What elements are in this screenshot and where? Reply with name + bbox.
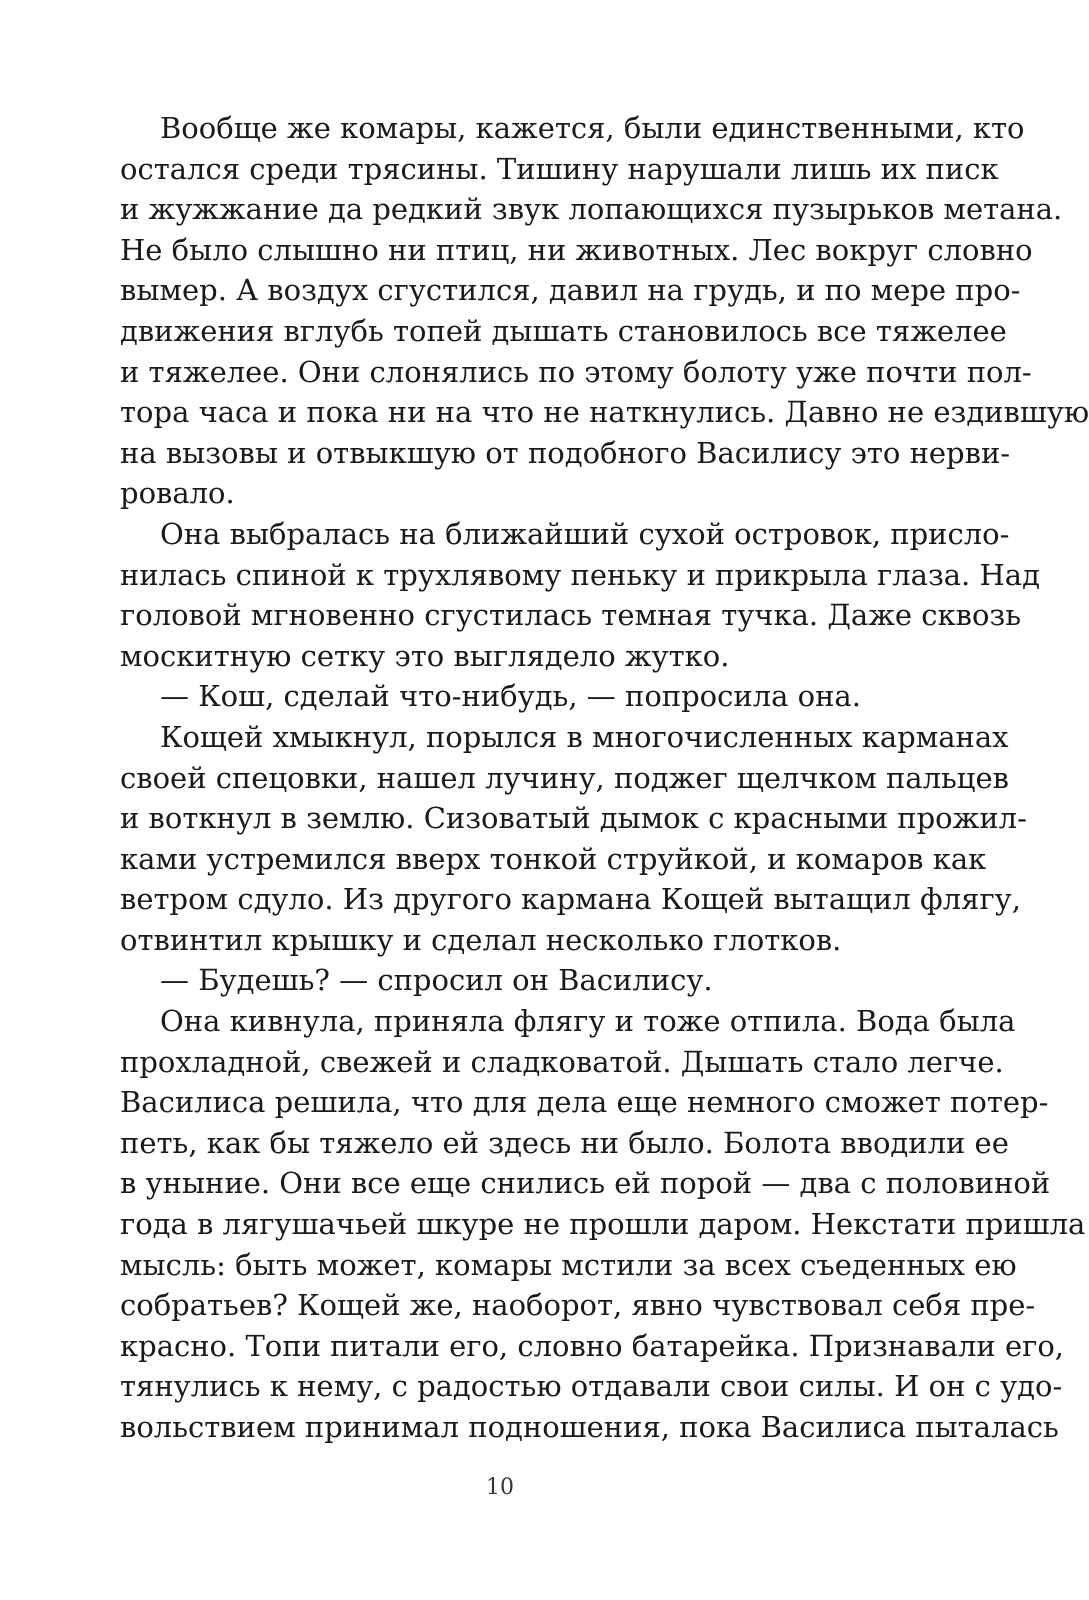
text-line: собратьев? Кощей же, наоборот, явно чувствовал себя пре- <box>120 1288 1036 1323</box>
text-line: и воткнул в землю. Сизоватый дымок с красными прожил- <box>120 801 1027 836</box>
text-line: ветром сдуло. Из другого кармана Кощей вытащил флягу, <box>120 882 1021 917</box>
text-line: года в лягушачьей шкуре не прошли даром. Некстати пришла <box>120 1207 1086 1242</box>
text-line: и жужжание да редкий звук лопающихся пузырьков метана. <box>120 192 1063 227</box>
text-line: ровало. <box>120 476 235 511</box>
text-line: прохладной, свежей и сладковатой. Дышать стало легче. <box>120 1044 1004 1079</box>
text-line: красно. Топи питали его, словно батарейка. Признавали его, <box>120 1328 1065 1363</box>
text-line: Василиса решила, что для дела еще немного сможет потер- <box>120 1085 1049 1120</box>
text-line: Она кивнула, приняла флягу и тоже отпила. Вода была <box>160 1004 1016 1039</box>
text-line: отвинтил крышку и сделал несколько глотков. <box>120 922 842 957</box>
text-line: своей спецовки, нашел лучину, поджег щелчком пальцев <box>120 760 1009 795</box>
text-line: петь, как бы тяжело ей здесь ни было. Болота вводили ее <box>120 1125 1009 1160</box>
text-line: ками устремился вверх тонкой струйкой, и комаров как <box>120 841 987 876</box>
text-line: движения вглубь топей дышать становилось все тяжелее <box>120 313 1007 348</box>
text-line: Кощей хмыкнул, порылся в многочисленных карманах <box>160 719 1009 754</box>
text-line: головой мгновенно сгустилась темная тучка. Даже сквозь <box>120 598 1022 633</box>
text-line: Вообще же комары, кажется, были единственными, кто <box>160 111 1025 145</box>
text-line: мысль: быть может, комары мстили за всех съеденных ею <box>120 1247 1017 1282</box>
dialogue-line: — Будешь? — спросил он Василису. <box>160 963 713 998</box>
text-line: вымер. А воздух сгустился, давил на грудь, и по мере про- <box>120 273 1021 308</box>
text-line: и тяжелее. Они слонялись по этому болоту уже почти пол- <box>120 354 1032 389</box>
text-line: Не было слышно ни птиц, ни животных. Лес вокруг словно <box>120 232 1033 267</box>
text-line: тянулись к нему, с радостью отдавали свои силы. И он с удо- <box>120 1369 1063 1404</box>
text-line: нилась спиной к трухлявому пеньку и прикрыла глаза. Над <box>120 557 1040 592</box>
text-line: Она выбралась на ближайший сухой островок, присло- <box>160 516 1010 551</box>
text-line: вольствием принимал подношения, пока Василиса пыталась <box>120 1410 1059 1444</box>
page-number: 10 <box>486 1475 514 1500</box>
text-line: в уныние. Они все еще снились ей порой — два с половиной <box>120 1166 1051 1201</box>
text-line: тора часа и пока ни на что не наткнулись. Давно не ездившую <box>120 395 1089 430</box>
text-line: остался среди трясины. Тишину нарушали лишь их писк <box>120 151 999 186</box>
body-text <box>120 108 1089 1448</box>
text-line: на вызовы и отвыкшую от подобного Василису это нерви- <box>120 435 1011 470</box>
text-line: москитную сетку это выглядело жутко. <box>120 638 730 673</box>
dialogue-line: — Кош, сделай что-нибудь, — попросила она. <box>160 679 861 714</box>
